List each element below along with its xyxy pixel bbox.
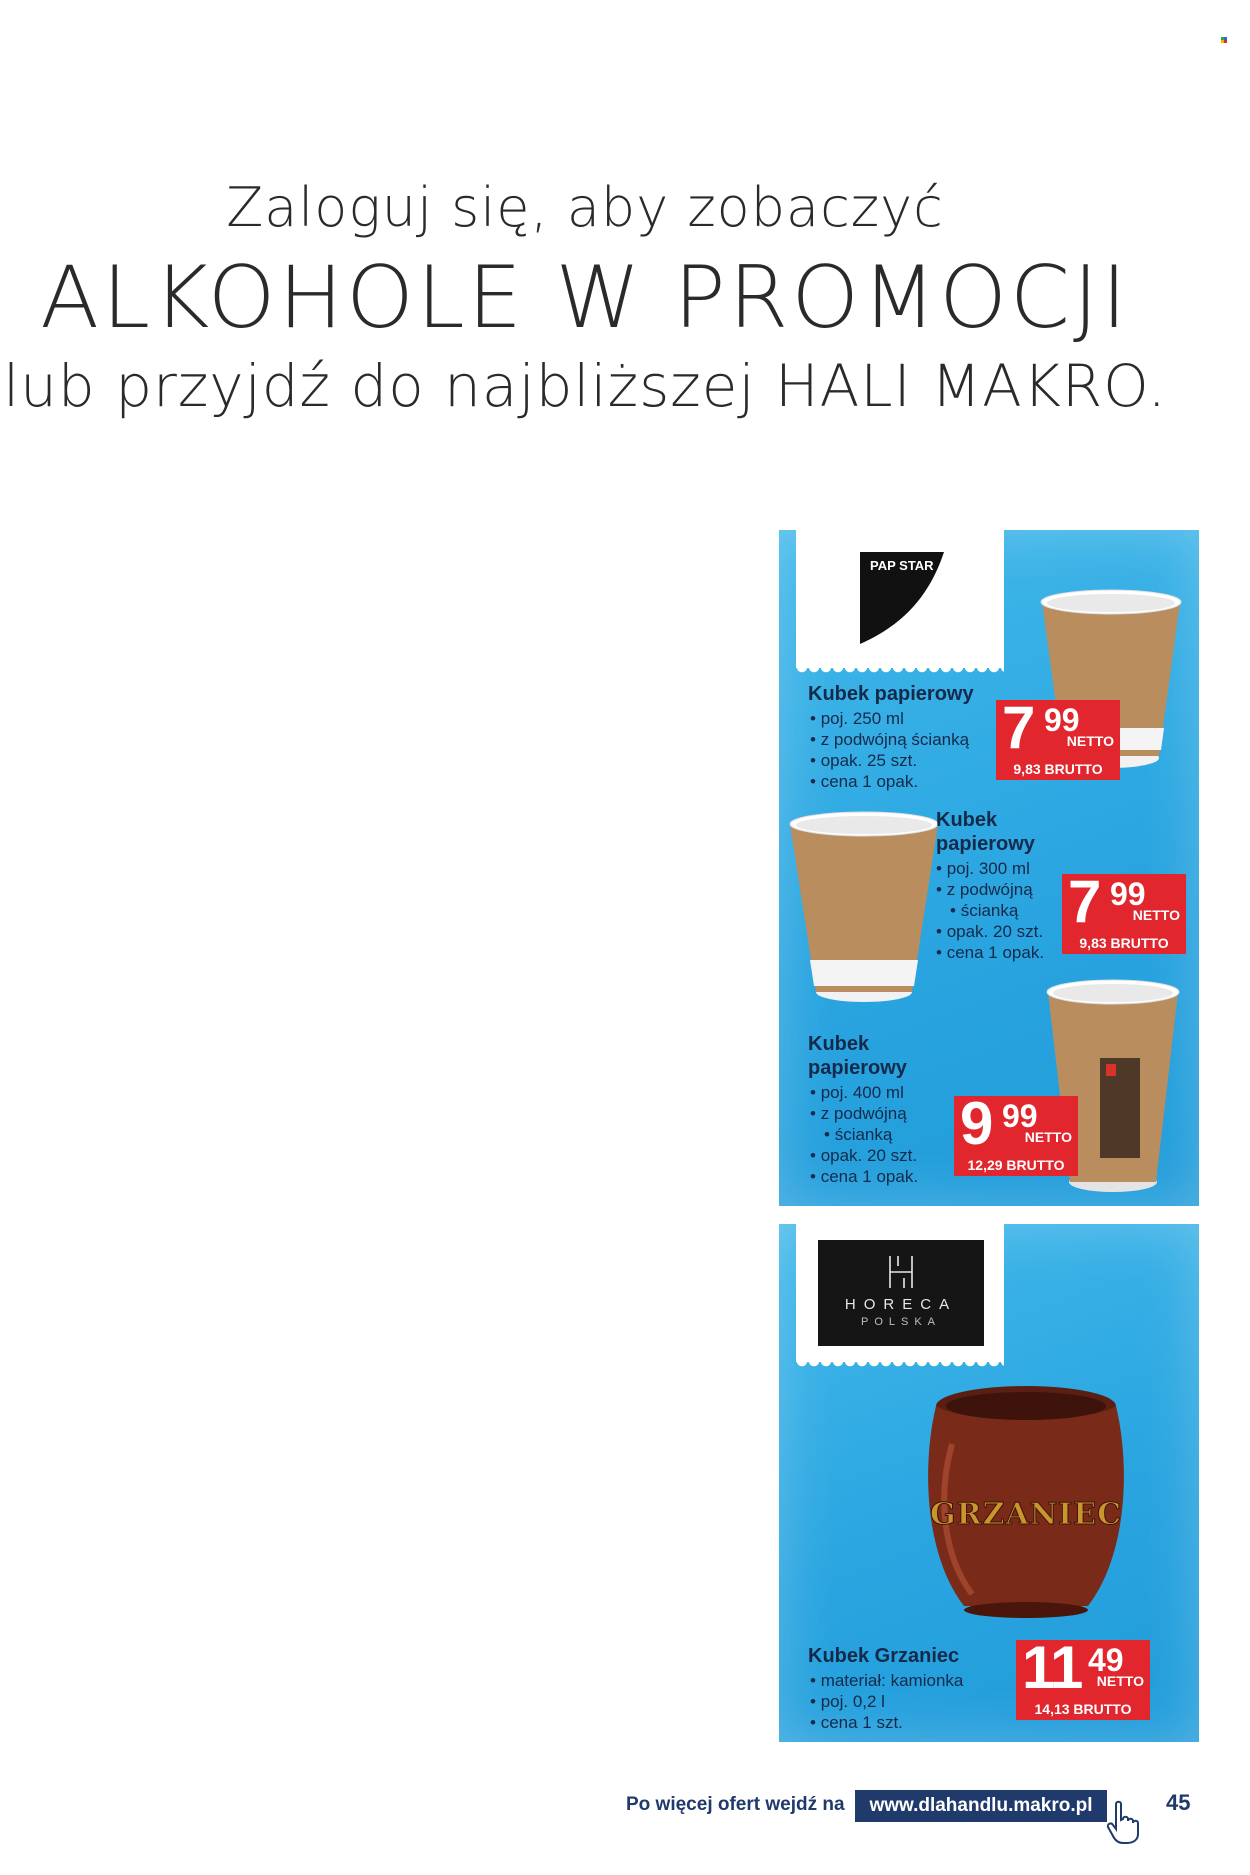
product-title-400ml-line2: papierowy bbox=[808, 1057, 907, 1079]
price-cents: 99 bbox=[1044, 702, 1080, 738]
feature-item: • poj. 300 ml bbox=[936, 858, 1044, 879]
mug-engraving: GRZANIEC bbox=[930, 1497, 1122, 1532]
product-features-300ml bbox=[936, 858, 1044, 963]
price-netto-label: NETTO bbox=[1132, 907, 1180, 923]
page-number: 45 bbox=[1166, 1790, 1191, 1815]
login-prompt-line: Zaloguj się, aby zobaczyć bbox=[226, 176, 944, 239]
product-features-mug bbox=[810, 1670, 963, 1733]
price-main: 9 bbox=[960, 1090, 992, 1157]
papstar-brand-text: PAP STAR bbox=[870, 558, 934, 573]
feature-item: • ścianką bbox=[936, 900, 1044, 921]
pointer-hand-icon bbox=[1106, 1800, 1148, 1844]
feature-item: • z podwójną ścianką bbox=[810, 729, 969, 750]
feature-item: • z podwójną bbox=[810, 1103, 918, 1124]
horeca-brand-name: HORECA bbox=[844, 1296, 958, 1313]
footer-website-link[interactable]: www.dlahandlu.makro.pl bbox=[855, 1790, 1107, 1822]
feature-item: • z podwójną bbox=[936, 879, 1044, 900]
price-main: 7 bbox=[1002, 694, 1034, 761]
feature-item: • opak. 20 szt. bbox=[810, 1145, 918, 1166]
feature-item: • ścianką bbox=[810, 1124, 918, 1145]
price-cents: 49 bbox=[1088, 1642, 1124, 1678]
horeca-monogram-icon bbox=[886, 1254, 916, 1290]
feature-item: • poj. 400 ml bbox=[810, 1082, 918, 1103]
corner-logo-mark bbox=[1221, 37, 1227, 43]
feature-item: • cena 1 opak. bbox=[810, 1166, 918, 1187]
price-netto-label: NETTO bbox=[1024, 1129, 1072, 1145]
feature-item: • poj. 0,2 l bbox=[810, 1691, 963, 1712]
price-tag-mug bbox=[1016, 1634, 1150, 1720]
price-brutto: 14,13 BRUTTO bbox=[1034, 1701, 1132, 1717]
cup-300ml-image bbox=[786, 810, 942, 1006]
horeca-logo-tab bbox=[796, 1224, 1004, 1362]
product-title-mug: Kubek Grzaniec bbox=[808, 1645, 960, 1667]
papstar-logo-tab bbox=[796, 530, 1004, 668]
feature-item: • opak. 25 szt. bbox=[810, 750, 969, 771]
horeca-brand-sub: POLSKA bbox=[860, 1316, 942, 1328]
price-tag-400ml bbox=[954, 1090, 1078, 1176]
feature-item: • cena 1 szt. bbox=[810, 1712, 963, 1733]
footer-more-offers-text: Po więcej ofert wejdź na bbox=[626, 1794, 845, 1815]
price-brutto: 12,29 BRUTTO bbox=[967, 1157, 1065, 1173]
product-title-250ml: Kubek papierowy bbox=[808, 683, 974, 705]
product-title-400ml-line1: Kubek bbox=[808, 1033, 870, 1055]
price-brutto: 9,83 BRUTTO bbox=[1079, 935, 1169, 951]
feature-item: • opak. 20 szt. bbox=[936, 921, 1044, 942]
horeca-logo bbox=[818, 1240, 984, 1346]
price-cents: 99 bbox=[1110, 876, 1146, 912]
product-title-300ml-line2: papierowy bbox=[936, 833, 1035, 855]
alcohol-promo-heading: ALKOHOLE W PROMOCJI bbox=[40, 248, 1130, 348]
feature-item: • cena 1 opak. bbox=[936, 942, 1044, 963]
price-main: 11 bbox=[1022, 1634, 1082, 1701]
price-tag-250ml bbox=[996, 694, 1120, 780]
product-title-300ml-line1: Kubek bbox=[936, 809, 998, 831]
price-tag-300ml bbox=[1062, 868, 1186, 954]
feature-item: • poj. 250 ml bbox=[810, 708, 969, 729]
price-cents: 99 bbox=[1002, 1098, 1038, 1134]
grzaniec-mug-image bbox=[928, 1384, 1124, 1620]
price-brutto: 9,83 BRUTTO bbox=[1013, 761, 1103, 777]
feature-item: • materiał: kamionka bbox=[810, 1670, 963, 1691]
visit-store-line: lub przyjdź do najbliższej HALI MAKRO. bbox=[3, 352, 1167, 420]
price-netto-label: NETTO bbox=[1066, 733, 1114, 749]
price-netto-label: NETTO bbox=[1096, 1673, 1144, 1689]
price-main: 7 bbox=[1068, 868, 1100, 935]
feature-item: • cena 1 opak. bbox=[810, 771, 969, 792]
product-features-250ml bbox=[810, 708, 969, 792]
product-features-400ml bbox=[810, 1082, 918, 1187]
